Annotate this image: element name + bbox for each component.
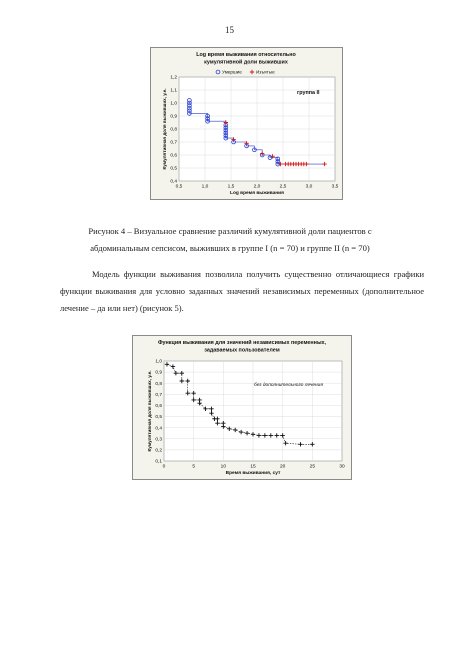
y-tick-label: 0,3 [155, 437, 162, 443]
x-tick-label: 3,5 [331, 184, 339, 190]
y-tick-label: 0,5 [155, 415, 162, 421]
x-tick-label: 0,5 [175, 184, 183, 190]
y-tick-label: 0,8 [155, 381, 162, 387]
page-number: 15 [225, 25, 234, 35]
y-tick-label: 1,0 [170, 101, 177, 107]
y-tick-label: 0,7 [155, 392, 162, 398]
y-tick-label: 0,8 [170, 127, 177, 133]
y-tick-label: 1,0 [155, 359, 162, 365]
y-tick-label: 0,9 [155, 370, 162, 376]
y-tick-label: 0,4 [170, 179, 177, 185]
x-tick-label: 30 [339, 464, 345, 470]
x-tick-label: 20 [279, 464, 286, 470]
x-tick-label: 1,0 [201, 184, 209, 190]
y-tick-label: 1,2 [170, 75, 177, 81]
chart-annotation: без дополнительного лечения [254, 383, 323, 388]
x-tick-label: 3,0 [305, 184, 313, 190]
y-tick-label: 0,1 [155, 459, 162, 465]
chart-title: Log время выживания относительно [196, 52, 296, 58]
y-tick-label: 0,7 [170, 140, 177, 146]
x-tick-label: 10 [220, 464, 227, 470]
figure-survival-log-time [150, 47, 343, 200]
y-tick-label: 0,6 [170, 153, 177, 159]
y-axis-label: Кумулятивная доля выживших, у.е. [147, 370, 152, 452]
figure-survival-function [132, 335, 352, 480]
legend-label-death: Умершие [222, 69, 242, 75]
legend-marker-censored [250, 70, 254, 74]
y-tick-label: 0,6 [155, 404, 162, 410]
chart-annotation: группа II [297, 90, 320, 96]
x-axis-label: Log время выживания [230, 191, 284, 196]
legend-marker-death [216, 70, 220, 74]
x-tick-label: 15 [250, 464, 256, 470]
x-tick-label: 0 [162, 464, 166, 470]
x-tick-label: 2,0 [253, 184, 261, 190]
x-axis-label: Время выживания, сут [225, 471, 281, 476]
x-tick-label: 2,5 [279, 184, 287, 190]
survival-log-time-chart [151, 48, 342, 199]
y-tick-label: 0,9 [170, 114, 177, 120]
x-tick-label: 5 [192, 464, 196, 470]
x-tick-label: 25 [309, 464, 316, 470]
chart-title: кумулятивной доли выживших [204, 59, 288, 66]
figure-caption: Рисунок 4 – Визуальное сравнение различий кумулятивной доли пациентов с абдоминальным сепсисом, выживших в группе I (n = 70) и группе II (n = 70) [88, 226, 372, 253]
y-tick-label: 0,2 [155, 448, 162, 454]
y-axis-label: Кумулятивная доля выживших, у.е. [162, 88, 167, 170]
y-tick-label: 0,5 [170, 166, 177, 172]
chart-title: Функция выживания для значений независимых переменных, [157, 340, 327, 346]
x-tick-label: 1,5 [227, 184, 235, 190]
survival-function-chart [133, 336, 351, 479]
chart-title: задаваемых пользователем [204, 347, 280, 354]
legend-label-censored: Изъятые [256, 69, 275, 75]
y-tick-label: 0,4 [155, 426, 162, 432]
body-paragraph: Модель функции выживания позволила получить существенно отличающиеся графики функции выживания для условно заданных значений независимых переменных (дополнительное лечение – да или нет) (рисунок 5). [60, 269, 424, 313]
y-tick-label: 1,1 [170, 88, 177, 94]
